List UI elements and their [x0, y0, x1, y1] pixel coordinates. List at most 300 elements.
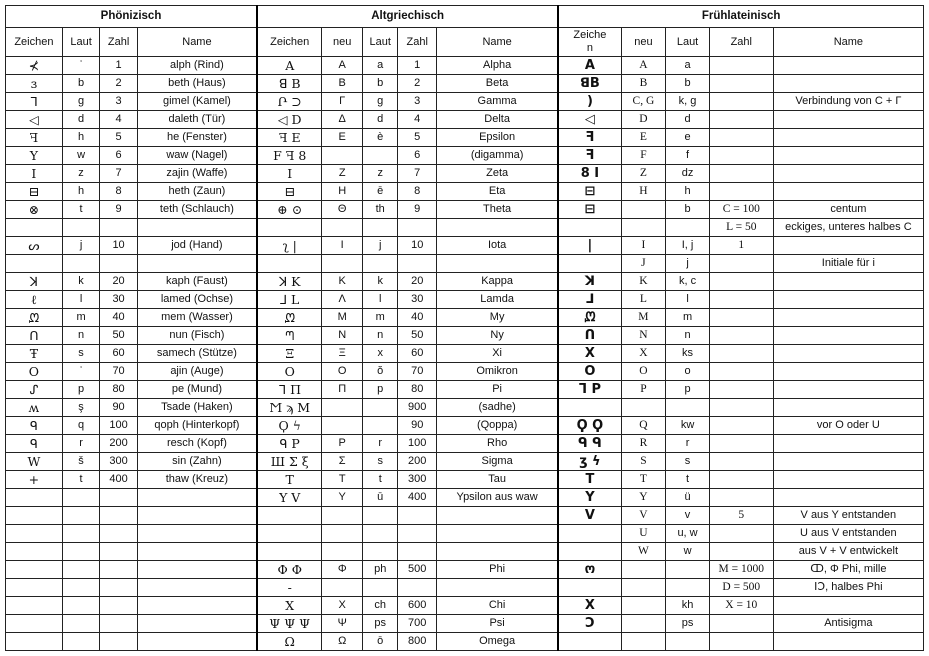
cell-gr-neu: Τ [322, 471, 363, 489]
cell-ph-zahl [100, 255, 138, 273]
cell-ph-name: alph (Rind) [137, 57, 257, 75]
cell-la-laut: a [666, 57, 710, 75]
cell-gr-name: My [437, 309, 559, 327]
table-row [6, 129, 924, 147]
cell-la-zeichen: 8 I [558, 165, 621, 183]
cell-gr-zahl: 9 [398, 201, 437, 219]
cell-la-name: centum [773, 201, 923, 219]
cell-ph-name [137, 597, 257, 615]
cell-la-neu [621, 219, 666, 237]
cell-ph-zeichen: W [6, 453, 63, 471]
cell-la-neu: S [621, 453, 666, 471]
cell-gr-zeichen [257, 255, 322, 273]
table-row [6, 417, 924, 435]
cell-gr-name: Pi [437, 381, 559, 399]
cell-gr-name: Beta [437, 75, 559, 93]
cell-la-zeichen: Ϙ Ϙ [558, 417, 621, 435]
cell-la-laut: s [666, 453, 710, 471]
cell-ph-laut: s [62, 345, 100, 363]
cell-gr-zahl: 8 [398, 183, 437, 201]
cell-gr-name: Alpha [437, 57, 559, 75]
cell-la-zahl [709, 435, 773, 453]
cell-gr-laut: s [362, 453, 397, 471]
cell-ph-laut [62, 561, 100, 579]
table-row [6, 399, 924, 417]
cell-gr-zeichen: ᑫ P [257, 435, 322, 453]
cell-la-neu: I [621, 237, 666, 255]
cell-ph-name [137, 255, 257, 273]
cell-gr-zeichen [257, 543, 322, 561]
cell-gr-zahl: 80 [398, 381, 437, 399]
cell-la-neu: W [621, 543, 666, 561]
cell-ph-zeichen: ᑫ [6, 417, 63, 435]
cell-la-zeichen: ᑎ [558, 327, 621, 345]
cell-la-zahl [709, 327, 773, 345]
cell-la-laut: j [666, 255, 710, 273]
cell-ph-name [137, 633, 257, 651]
cell-ph-laut: n [62, 327, 100, 345]
cell-ph-zahl: 40 [100, 309, 138, 327]
cell-gr-laut: d [362, 111, 397, 129]
cell-la-name [773, 237, 923, 255]
cell-gr-laut [362, 399, 397, 417]
cell-la-laut: o [666, 363, 710, 381]
cell-la-laut: kw [666, 417, 710, 435]
cell-gr-name: Lamda [437, 291, 559, 309]
cell-la-zahl [709, 273, 773, 291]
cell-la-zeichen: ᒣ P [558, 381, 621, 399]
cell-ph-laut: ş [62, 399, 100, 417]
cell-ph-laut: b [62, 75, 100, 93]
cell-la-neu: E [621, 129, 666, 147]
cell-la-name [773, 291, 923, 309]
cell-ph-zeichen: Ŧ [6, 345, 63, 363]
cell-la-neu: U [621, 525, 666, 543]
cell-ph-laut: q [62, 417, 100, 435]
cell-gr-zahl: 100 [398, 435, 437, 453]
cell-ph-laut [62, 489, 100, 507]
cell-ph-name: heth (Zaun) [137, 183, 257, 201]
cell-gr-zahl [398, 507, 437, 525]
cell-la-neu: D [621, 111, 666, 129]
cell-gr-zahl [398, 219, 437, 237]
cell-gr-laut [362, 579, 397, 597]
cell-la-name [773, 633, 923, 651]
cell-la-neu: L [621, 291, 666, 309]
cell-gr-name: Psi [437, 615, 559, 633]
cell-ph-laut: h [62, 129, 100, 147]
cell-ph-name: ajin (Auge) [137, 363, 257, 381]
cell-la-zahl: X = 10 [709, 597, 773, 615]
cell-la-zeichen: | [558, 237, 621, 255]
cell-la-neu: R [621, 435, 666, 453]
cell-gr-neu [322, 543, 363, 561]
cell-la-laut [666, 633, 710, 651]
cell-gr-zeichen: ᘉ [257, 327, 322, 345]
cell-ph-zahl: 3 [100, 93, 138, 111]
cell-gr-zeichen: O [257, 363, 322, 381]
cell-gr-name: (digamma) [437, 147, 559, 165]
cell-la-neu: K [621, 273, 666, 291]
cell-la-zeichen [558, 399, 621, 417]
cell-la-neu: B [621, 75, 666, 93]
cell-la-name [773, 147, 923, 165]
cell-gr-zeichen: - [257, 579, 322, 597]
cell-gr-laut: è [362, 129, 397, 147]
table-row [6, 237, 924, 255]
cell-ph-zahl [100, 597, 138, 615]
cell-la-name: V aus Y entstanden [773, 507, 923, 525]
table-row [6, 345, 924, 363]
cell-gr-name: Delta [437, 111, 559, 129]
section-greek: Altgriechisch [257, 6, 558, 28]
cell-gr-neu: Ξ [322, 345, 363, 363]
cell-la-zeichen: Ↄ [558, 615, 621, 633]
cell-gr-zeichen [257, 219, 322, 237]
cell-ph-laut: d [62, 111, 100, 129]
col-la-name: Name [773, 28, 923, 57]
cell-gr-neu: Ι [322, 237, 363, 255]
cell-gr-laut: th [362, 201, 397, 219]
cell-la-laut [666, 561, 710, 579]
cell-ph-laut [62, 219, 100, 237]
cell-la-name: Antisigma [773, 615, 923, 633]
column-header-row [6, 28, 924, 57]
cell-la-name: eckiges, unteres halbes C [773, 219, 923, 237]
cell-la-name: Initiale für i [773, 255, 923, 273]
cell-ph-laut: š [62, 453, 100, 471]
table-row [6, 201, 924, 219]
cell-la-neu [621, 201, 666, 219]
cell-ph-zeichen: ꟻ [6, 129, 63, 147]
cell-ph-name [137, 507, 257, 525]
cell-la-name [773, 75, 923, 93]
cell-ph-zahl: 300 [100, 453, 138, 471]
cell-ph-zahl: 2 [100, 75, 138, 93]
cell-la-laut: d [666, 111, 710, 129]
cell-ph-zeichen [6, 543, 63, 561]
cell-ph-zeichen: O [6, 363, 63, 381]
table-row [6, 165, 924, 183]
col-la-laut: Laut [666, 28, 710, 57]
table-row [6, 111, 924, 129]
cell-la-zeichen: X [558, 597, 621, 615]
cell-la-zahl [709, 291, 773, 309]
cell-la-neu: V [621, 507, 666, 525]
cell-la-neu [621, 597, 666, 615]
cell-ph-laut [62, 525, 100, 543]
cell-gr-laut [362, 543, 397, 561]
cell-ph-name: he (Fenster) [137, 129, 257, 147]
table-row [6, 525, 924, 543]
cell-ph-laut: p [62, 381, 100, 399]
cell-la-name [773, 129, 923, 147]
cell-la-zahl [709, 111, 773, 129]
cell-gr-zahl: 400 [398, 489, 437, 507]
section-header-row [6, 6, 924, 28]
cell-gr-neu [322, 147, 363, 165]
cell-la-zeichen [558, 543, 621, 561]
cell-ph-zahl: 400 [100, 471, 138, 489]
cell-gr-zeichen: Ր ⊃ [257, 93, 322, 111]
cell-ph-zahl: 7 [100, 165, 138, 183]
cell-la-zeichen [558, 525, 621, 543]
cell-la-laut: f [666, 147, 710, 165]
cell-gr-zahl: 4 [398, 111, 437, 129]
cell-ph-zeichen: ᑎ [6, 327, 63, 345]
cell-ph-zeichen [6, 507, 63, 525]
cell-la-zahl [709, 363, 773, 381]
table-row [6, 219, 924, 237]
cell-ph-name: daleth (Tür) [137, 111, 257, 129]
cell-la-name: aus V + V entwickelt [773, 543, 923, 561]
cell-gr-zeichen: Ϙ ϟ [257, 417, 322, 435]
cell-gr-zahl: 600 [398, 597, 437, 615]
cell-gr-zeichen: ꓘ K [257, 273, 322, 291]
cell-ph-name: resch (Kopf) [137, 435, 257, 453]
cell-la-zahl [709, 75, 773, 93]
col-gr-laut: Laut [362, 28, 397, 57]
cell-la-neu: H [621, 183, 666, 201]
cell-la-zahl [709, 309, 773, 327]
cell-gr-laut [362, 417, 397, 435]
cell-ph-name: zajin (Waffe) [137, 165, 257, 183]
cell-ph-laut: ʿ [62, 57, 100, 75]
cell-ph-zahl [100, 615, 138, 633]
cell-gr-zeichen: ʅ | [257, 237, 322, 255]
cell-la-zahl [709, 345, 773, 363]
cell-la-name: ↀ, Φ Phi, mille [773, 561, 923, 579]
cell-la-zeichen [558, 219, 621, 237]
cell-ph-zeichen: ⊗ [6, 201, 63, 219]
cell-la-zeichen: V [558, 507, 621, 525]
cell-gr-name [437, 255, 559, 273]
cell-ph-laut [62, 597, 100, 615]
cell-ph-laut: m [62, 309, 100, 327]
cell-la-name [773, 327, 923, 345]
cell-gr-zeichen: ꟻ E [257, 129, 322, 147]
cell-ph-name: kaph (Faust) [137, 273, 257, 291]
cell-gr-name: Ny [437, 327, 559, 345]
cell-gr-name: Omikron [437, 363, 559, 381]
cell-la-neu [621, 633, 666, 651]
cell-gr-name: (Qoppa) [437, 417, 559, 435]
cell-la-zahl [709, 633, 773, 651]
table-row [6, 507, 924, 525]
cell-gr-neu: Ν [322, 327, 363, 345]
cell-la-neu: X [621, 345, 666, 363]
cell-gr-zahl: 20 [398, 273, 437, 291]
cell-la-zeichen: ꓭB [558, 75, 621, 93]
cell-la-laut: t [666, 471, 710, 489]
cell-ph-zeichen: ℓ [6, 291, 63, 309]
cell-ph-laut: t [62, 201, 100, 219]
cell-la-zeichen: ᑫ ᑫ [558, 435, 621, 453]
cell-ph-name: qoph (Hinterkopf) [137, 417, 257, 435]
cell-gr-neu [322, 417, 363, 435]
cell-la-zeichen: O [558, 363, 621, 381]
cell-ph-zeichen: ꓘ [6, 273, 63, 291]
table-row [6, 57, 924, 75]
cell-la-name [773, 435, 923, 453]
cell-gr-name [437, 543, 559, 561]
cell-ph-zeichen: ᒣ [6, 93, 63, 111]
cell-la-laut: v [666, 507, 710, 525]
cell-gr-zahl: 800 [398, 633, 437, 651]
cell-gr-neu: Ρ [322, 435, 363, 453]
cell-ph-laut [62, 579, 100, 597]
cell-gr-neu: Μ [322, 309, 363, 327]
col-ph-zeichen: Zeichen [6, 28, 63, 57]
cell-la-laut: dz [666, 165, 710, 183]
cell-gr-zahl: 5 [398, 129, 437, 147]
cell-la-zahl [709, 453, 773, 471]
cell-gr-zeichen: ꓭ B [257, 75, 322, 93]
cell-la-laut: k, c [666, 273, 710, 291]
cell-gr-zeichen: ◁ D [257, 111, 322, 129]
cell-gr-zeichen: ᒣ Π [257, 381, 322, 399]
alphabet-comparison-table [5, 5, 924, 651]
cell-la-zahl: 1 [709, 237, 773, 255]
cell-ph-laut [62, 255, 100, 273]
cell-ph-name [137, 561, 257, 579]
col-ph-name: Name [137, 28, 257, 57]
cell-gr-name: (sadhe) [437, 399, 559, 417]
table-row [6, 453, 924, 471]
cell-ph-zahl: 20 [100, 273, 138, 291]
cell-gr-zahl: 200 [398, 453, 437, 471]
cell-la-laut: kh [666, 597, 710, 615]
col-gr-zahl: Zahl [398, 28, 437, 57]
cell-gr-laut: j [362, 237, 397, 255]
cell-gr-neu: Ε [322, 129, 363, 147]
cell-la-zeichen: T [558, 471, 621, 489]
cell-ph-zeichen: ⊀ [6, 57, 63, 75]
cell-ph-zahl: 50 [100, 327, 138, 345]
table-row [6, 633, 924, 651]
cell-ph-name: waw (Nagel) [137, 147, 257, 165]
table-row [6, 93, 924, 111]
cell-gr-laut: p [362, 381, 397, 399]
cell-ph-name [137, 543, 257, 561]
cell-la-zeichen: X [558, 345, 621, 363]
cell-ph-zeichen [6, 525, 63, 543]
cell-gr-laut: ŏ [362, 363, 397, 381]
cell-ph-zeichen: ᔕ [6, 237, 63, 255]
cell-la-zahl: D = 500 [709, 579, 773, 597]
cell-la-zahl [709, 525, 773, 543]
table-row [6, 75, 924, 93]
cell-ph-name: samech (Stütze) [137, 345, 257, 363]
cell-ph-zahl: 8 [100, 183, 138, 201]
cell-gr-neu: Α [322, 57, 363, 75]
cell-gr-laut [362, 525, 397, 543]
cell-la-name [773, 471, 923, 489]
col-ph-laut: Laut [62, 28, 100, 57]
cell-gr-zahl: 1 [398, 57, 437, 75]
cell-gr-name [437, 525, 559, 543]
cell-la-neu: F [621, 147, 666, 165]
cell-gr-laut: g [362, 93, 397, 111]
cell-gr-name: Phi [437, 561, 559, 579]
cell-la-name [773, 489, 923, 507]
cell-gr-neu [322, 255, 363, 273]
cell-gr-laut: z [362, 165, 397, 183]
cell-gr-zeichen: I [257, 165, 322, 183]
cell-gr-laut [362, 219, 397, 237]
cell-la-laut: ks [666, 345, 710, 363]
cell-ph-laut: r [62, 435, 100, 453]
cell-ph-laut: l [62, 291, 100, 309]
table-row [6, 597, 924, 615]
cell-ph-laut: g [62, 93, 100, 111]
cell-ph-zeichen: ⊟ [6, 183, 63, 201]
cell-ph-zeichen: ᘻ [6, 309, 63, 327]
cell-la-name [773, 165, 923, 183]
cell-gr-zeichen: Ϻ ϡ M [257, 399, 322, 417]
cell-la-neu: Z [621, 165, 666, 183]
cell-la-zeichen: ო [558, 561, 621, 579]
cell-gr-neu: Κ [322, 273, 363, 291]
cell-la-neu: T [621, 471, 666, 489]
cell-gr-zeichen: ⊟ [257, 183, 322, 201]
cell-gr-zeichen [257, 525, 322, 543]
cell-ph-name [137, 489, 257, 507]
cell-gr-zahl: 700 [398, 615, 437, 633]
cell-gr-neu: Λ [322, 291, 363, 309]
cell-gr-neu: Ψ [322, 615, 363, 633]
cell-ph-zeichen [6, 597, 63, 615]
cell-ph-laut: z [62, 165, 100, 183]
cell-la-name [773, 363, 923, 381]
cell-la-neu [621, 561, 666, 579]
cell-gr-zeichen [257, 507, 322, 525]
cell-la-neu: N [621, 327, 666, 345]
cell-gr-zahl: 40 [398, 309, 437, 327]
cell-gr-zahl [398, 255, 437, 273]
cell-ph-zahl: 90 [100, 399, 138, 417]
cell-la-zahl [709, 255, 773, 273]
cell-ph-zahl [100, 579, 138, 597]
cell-la-laut: r [666, 435, 710, 453]
cell-la-zahl [709, 57, 773, 75]
col-gr-zeichen: Zeichen [257, 28, 322, 57]
cell-ph-zahl [100, 489, 138, 507]
cell-la-zahl: 5 [709, 507, 773, 525]
table-row [6, 543, 924, 561]
cell-la-laut [666, 399, 710, 417]
cell-gr-name: Ypsilon aus waw [437, 489, 559, 507]
cell-la-neu: J [621, 255, 666, 273]
col-gr-neu: neu [322, 28, 363, 57]
cell-la-zahl [709, 165, 773, 183]
cell-la-laut [666, 579, 710, 597]
cell-la-zeichen: ) [558, 93, 621, 111]
cell-la-zeichen [558, 633, 621, 651]
cell-ph-zeichen [6, 615, 63, 633]
cell-la-neu [621, 615, 666, 633]
cell-ph-name [137, 579, 257, 597]
cell-gr-neu: Δ [322, 111, 363, 129]
cell-ph-name: beth (Haus) [137, 75, 257, 93]
cell-la-name [773, 453, 923, 471]
cell-ph-zahl: 70 [100, 363, 138, 381]
table-row [6, 309, 924, 327]
cell-la-zeichen: ⊟ [558, 183, 621, 201]
cell-gr-neu: Ω [322, 633, 363, 651]
cell-gr-neu [322, 525, 363, 543]
cell-la-zeichen: ᘻ [558, 309, 621, 327]
